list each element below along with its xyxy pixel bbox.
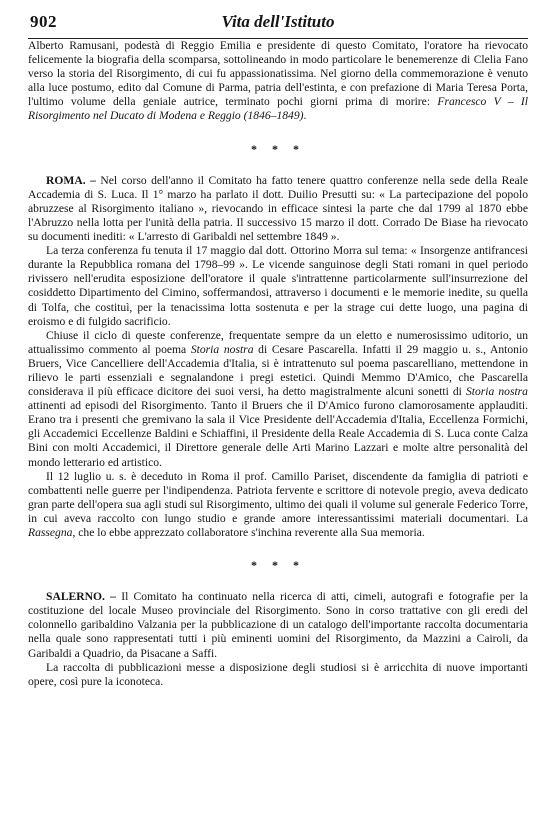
intro-paragraph (28, 39, 528, 124)
running-header (28, 0, 528, 39)
journal-title: Rassegna (28, 526, 73, 539)
text-run: Alberto Ramusani, podestà di Reggio Emilia e presidente di questo Comitato, l'oratore ha rievocato felicemente la biografia della scomparsa, sottolineando in modo particolare le benemerenze di Clelia Fano verso la storia del Risorgimento, di cui fu appassionatissima. Nel giorno della commemorazione è venuto alla luce postumo, edito dal Comune di Parma, patria dell'estinta, e con prefazione di Maria Teresa Porta, l'ultimo volume della geniale autrice, terminato pochi giorni prima di morire: (28, 39, 528, 109)
page-number: 902 (30, 12, 57, 31)
text-run: Nel corso dell'anno il Comitato ha fatto tenere quattro conferenze nella sede della Reale Accademia di S. Luca. Il 1° marzo ha parlato il dott. Duilio Presutti su: « La partecipazione del popolo abruzzese al Risorgimento italiano », rievocando in efficace sintesi la parte che dal 1799 al 1870 ebbe l'Abruzzo nella lotta per l'unità della patria. Il successivo 15 marzo il dott. Corrado De Biase ha rievocato su documenti inediti: « L'arresto di Garibaldi nel settembre 1849 ». (28, 173, 528, 244)
text-run: La raccolta di pubblicazioni messe a disposizione degli studiosi si è arricchita di nuove importanti opere, così pure la iconoteca. (28, 660, 528, 688)
text-run: La terza conferenza fu tenuta il 17 maggio dal dott. Ottorino Morra sul tema: « Insorgenze antifrancesi durante la Repubblica romana del 1798–99 ». Le vicende sanguinose degli Stati romani in quel periodo rivissero nell'erudita esposizione dell'oratore il quale s'intrattenne particolarmente sull'insurrezione del cosiddetto Dipartimento del Cimino, soffermandosi, attraverso i documenti e le memorie inedite, su quella di Tolfa, che costituì, per la tenacissima lotta sostenuta e per la strage cui dette luogo, una pagina di eroismo e di fulgido sacrificio. (28, 244, 528, 328)
work-title: Storia nostra (465, 385, 528, 399)
work-title: Storia nostra (190, 342, 254, 356)
section-heading-roma: ROMA. – (46, 173, 96, 187)
running-title: Vita dell'Istituto (221, 12, 335, 31)
text-run: . (303, 109, 307, 123)
text-run: Chiuse il ciclo di queste conferenze, frequentate sempre da un eletto e numerosissimo uditorio, un attualissimo commento al poema (28, 328, 528, 356)
section-separator: * * * (251, 558, 305, 573)
text-run: , che lo ebbe apprezzato collaboratore s'inchina reverente alla Sua memoria. (72, 526, 425, 539)
roma-paragraph-1 (28, 174, 528, 244)
text-run: Il 12 luglio u. s. è deceduto in Roma il prof. Camillo Pariset, discendente da famiglia di patrioti e combattenti nelle guerre per l'indipendenza. Patriota fervente e scrittore di notevole pregio, aveva dedicato gran parte dell'opera sua agli studi sul Risorgimento, ultimo dei quali il volume sul generale Federico Torre, in cui aveva raccolto con lungo studio e grande amore interessantissimi materiali documentari. La (28, 469, 528, 525)
roma-paragraph-3 (28, 329, 528, 470)
section-separator: * * * (251, 141, 305, 156)
book-title: Francesco V – Il Risorgimento nel Ducato di Modena e Reggio (1846–1849) (28, 95, 528, 123)
text-run: attinenti ad episodi del Risorgimento. Tanto il Bruers che il D'Amico furono clamorosamente applauditi. Erano tra i presenti che gremivano la sala il Vice Presidente dell'Accademia d'Italia, Eccellenza Formichi, gli Accademici Eccellenze Baldini e Schiaffini, il Presidente della Reale Accademia di S. Luca conte Calza Bini con molti Accademici, il Direttore generale delle Arti Marino Lazzari e molte altre personalità del mondo letterario ed artistico. (28, 399, 528, 469)
salerno-paragraph-2 (28, 661, 528, 689)
section-heading-salerno: SALERNO. – (46, 590, 116, 604)
roma-paragraph-4 (28, 470, 528, 540)
text-run: di Cesare Pascarella. Infatti il 29 maggio u. s., Antonio Bruers, Vice Cancelliere dell'Accademia d'Italia, si è intrattenuto sul poema pascarelliano, mettendone in rilievo le parti essenziali e segnalandone i pregi estetici. Quindi Memmo D'Amico, che Pascarella considerava il più efficace dicitore dei suoi versi, ha detto magistralmente alcuni sonetti di (28, 342, 528, 399)
article-body (28, 39, 528, 689)
text-run: Il Comitato ha continuato nella ricerca di atti, cimeli, autografi e fotografie per la costituzione del locale Museo provinciale del Risorgimento. Sono in corso trattative con gli eredi del colonnello garibaldino Valzania per la pubblicazione di un catalogo dell'importante raccolta documentaria nella quale sono rappresentati tutti i più eminenti uomini del Risorgimento, da Mazzini a Cairoli, da Garibaldi a Quadrio, da Pisacane a Saffi. (28, 590, 528, 660)
roma-paragraph-2 (28, 244, 528, 329)
salerno-paragraph-1 (28, 590, 528, 660)
